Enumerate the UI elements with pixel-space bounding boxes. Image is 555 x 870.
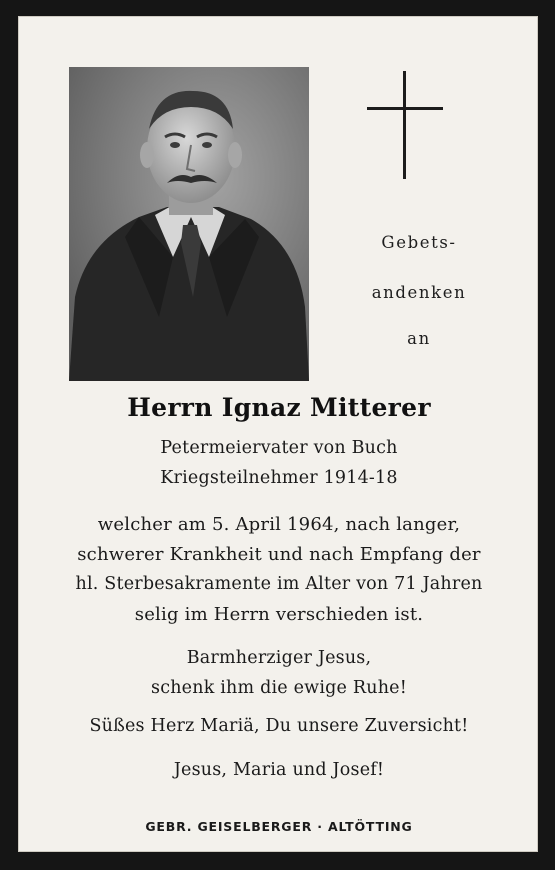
label-line-1: Gebets-	[381, 233, 457, 252]
subtitle-occupation: Petermeiervater von Buch	[160, 438, 398, 458]
label-line-3: an	[407, 329, 431, 348]
portrait-illustration	[69, 67, 309, 381]
memorial-card	[18, 16, 538, 852]
portrait-photo	[69, 67, 309, 381]
label-line-2: andenken	[371, 283, 467, 302]
body-line-2: schwerer Krankheit und nach Empfang der	[77, 544, 481, 565]
deceased-name: Herrn Ignaz Mitterer	[127, 393, 431, 422]
prayer-line-1: Barmherziger Jesus,	[186, 648, 372, 668]
prayer-line-2: schenk ihm die ewige Ruhe!	[151, 678, 407, 698]
printer-imprint: GEBR. GEISELBERGER · ALTÖTTING	[145, 819, 413, 834]
prayer-line-4: Jesus, Maria und Josef!	[173, 760, 385, 780]
cross-icon	[367, 71, 443, 179]
body-line-4: selig im Herrn verschieden ist.	[134, 604, 424, 625]
body-line-1: welcher am 5. April 1964, nach langer,	[97, 514, 461, 535]
body-line-3: hl. Sterbesakramente im Alter von 71 Jahren	[75, 574, 483, 594]
subtitle-veteran: Kriegsteilnehmer 1914-18	[160, 468, 398, 488]
prayer-line-3: Süßes Herz Mariä, Du unsere Zuversicht!	[89, 716, 469, 736]
